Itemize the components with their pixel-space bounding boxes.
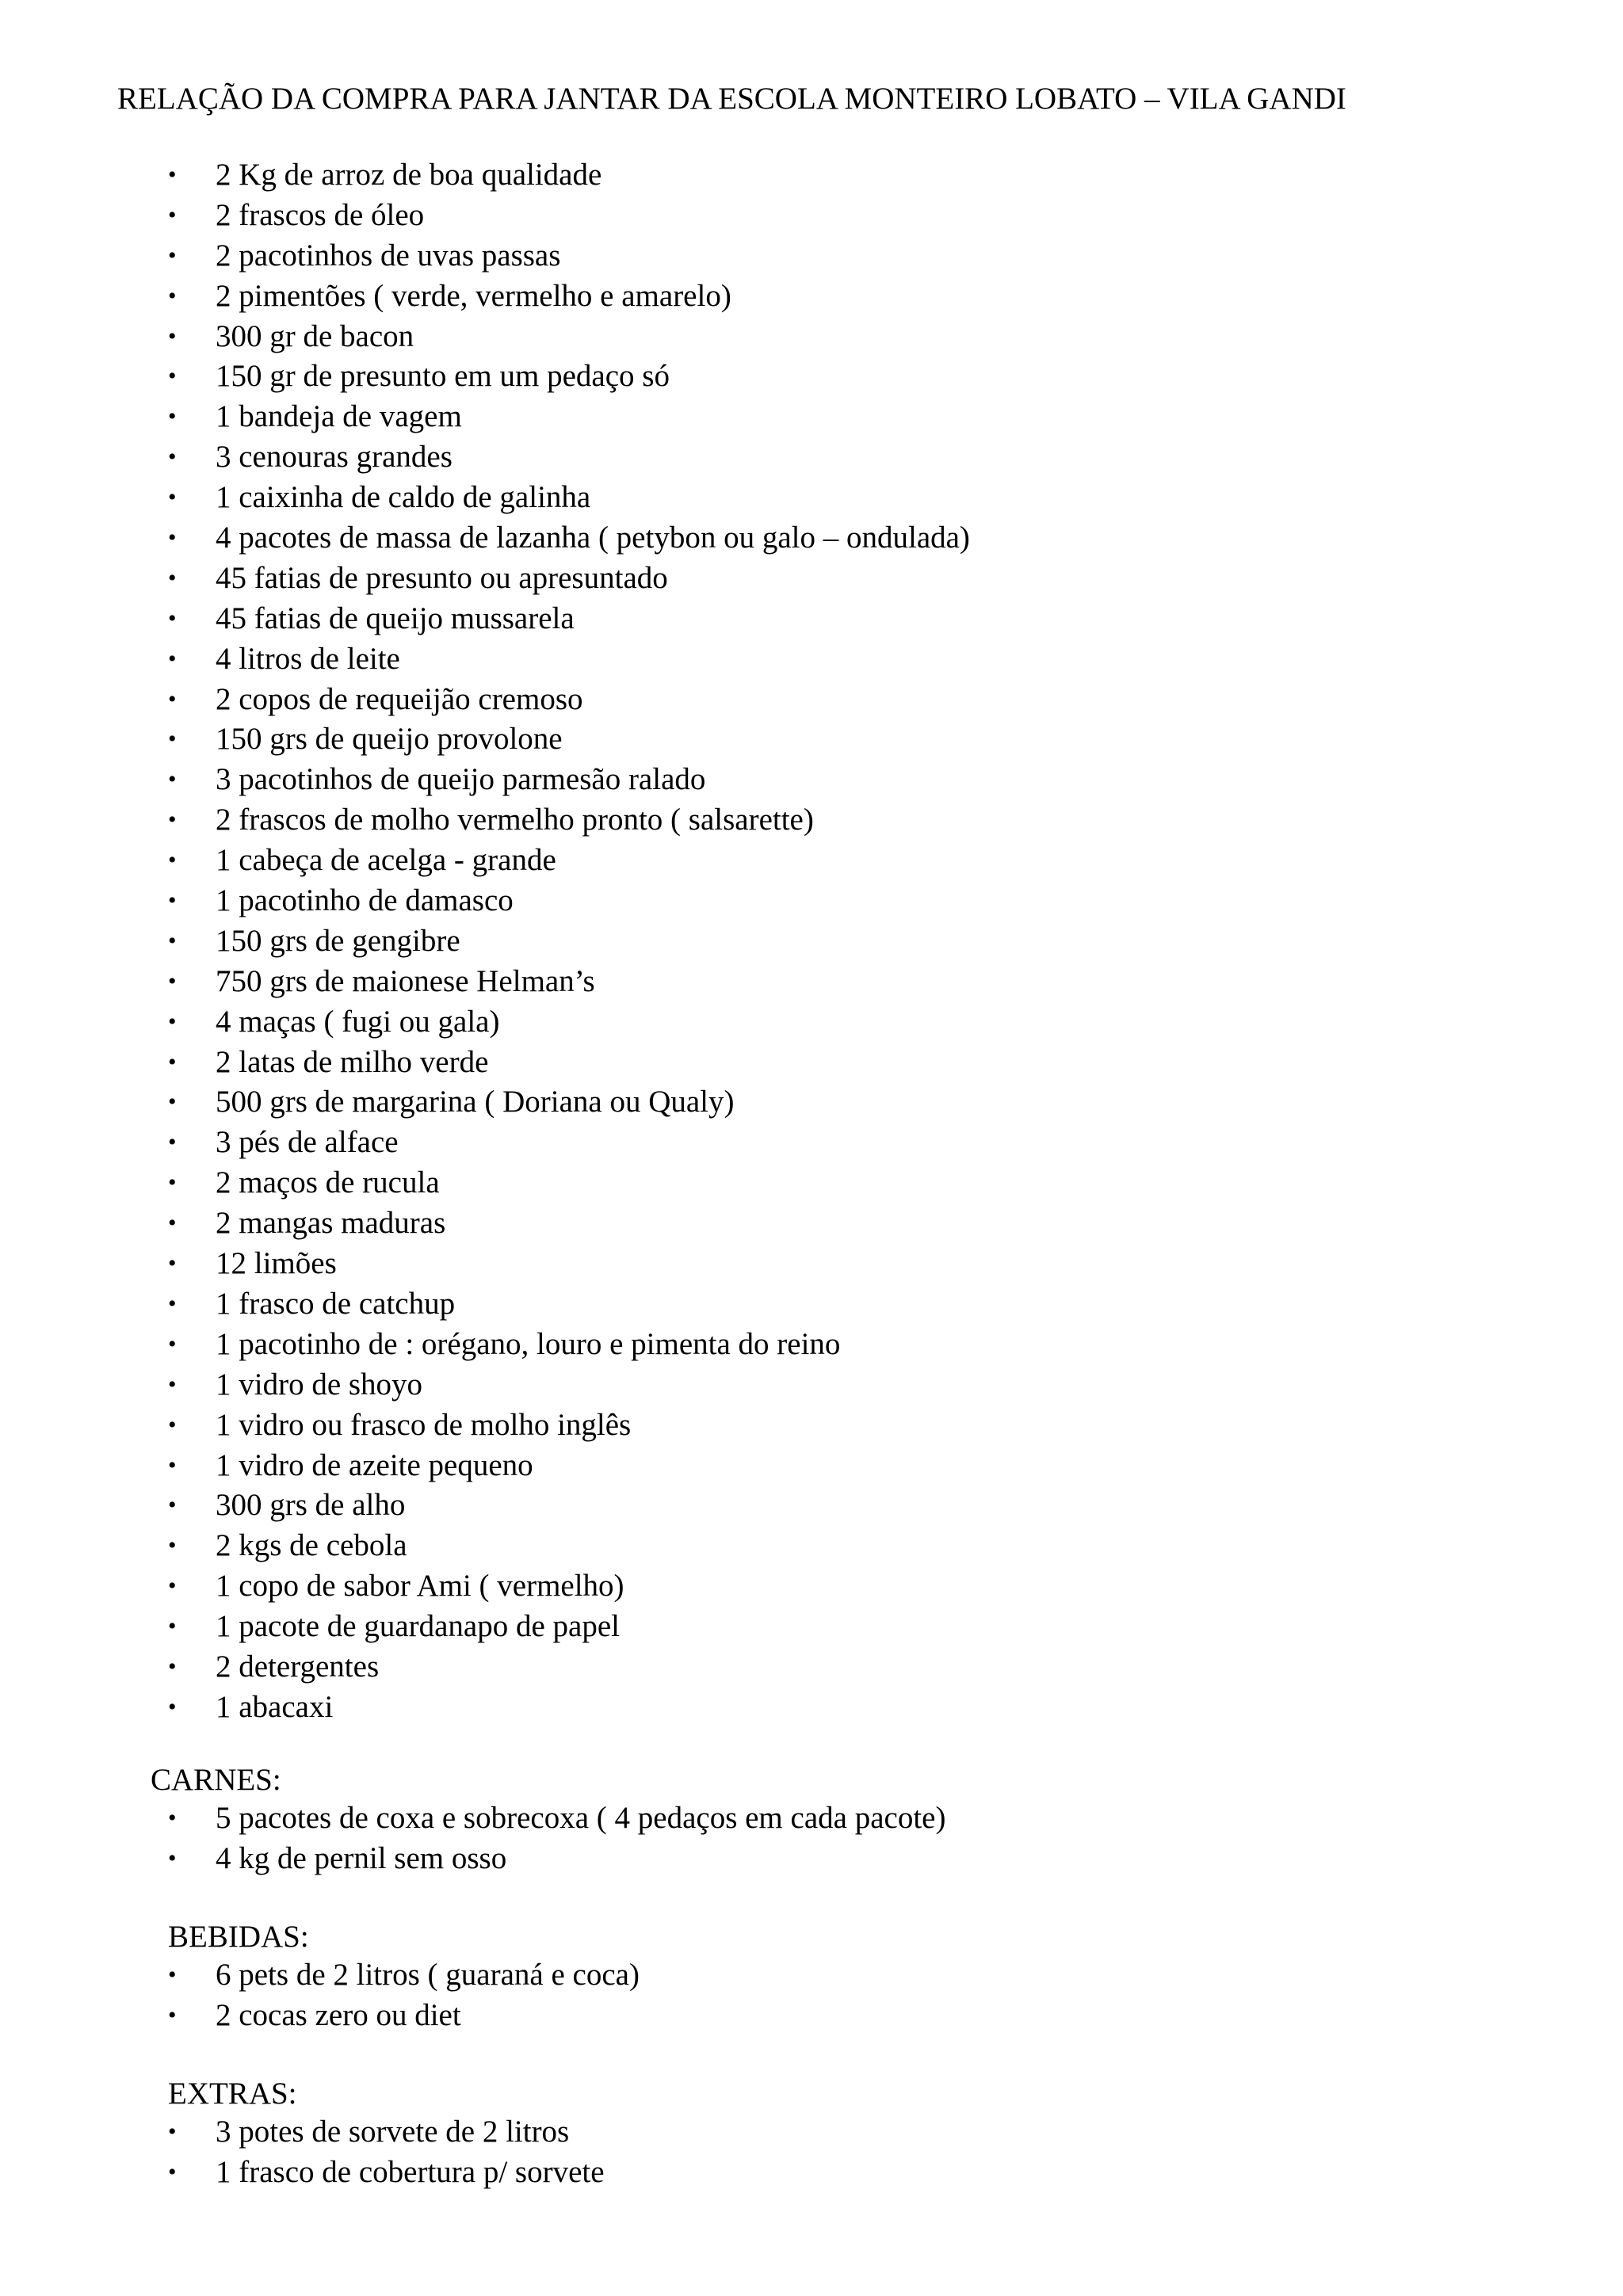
list-item-text: 150 gr de presunto em um pedaço só — [216, 359, 670, 394]
section-heading-bebidas: BEBIDAS: — [168, 1920, 309, 1954]
list-item-text: 2 detergentes — [216, 1649, 380, 1684]
list-item-text: 4 kg de pernil sem osso — [216, 1840, 507, 1875]
list-item — [168, 1996, 640, 2036]
list-item — [168, 518, 970, 559]
bullet-icon: • — [168, 2001, 177, 2028]
bullet-icon: • — [168, 1008, 177, 1035]
list-item — [168, 1688, 970, 1728]
list-item — [168, 357, 970, 397]
bullet-icon: • — [168, 1129, 177, 1156]
list-item — [168, 317, 970, 357]
list-item-text: 150 grs de gengibre — [216, 923, 460, 958]
list-item — [168, 1284, 970, 1325]
bullet-icon: • — [168, 1210, 177, 1237]
bullet-icon: • — [168, 1048, 177, 1075]
bullet-icon: • — [168, 1250, 177, 1277]
list-item-text: 1 cabeça de acelga - grande — [216, 843, 556, 878]
list-item-text: 12 limões — [216, 1246, 337, 1281]
list-item-text: 1 pacotinho de : orégano, louro e pimenta do reino — [216, 1326, 841, 1361]
bullet-icon: • — [168, 967, 177, 994]
bullet-icon: • — [168, 887, 177, 914]
list-item — [168, 196, 970, 236]
list-item — [168, 1123, 970, 1163]
bullet-icon: • — [168, 444, 177, 471]
bullet-icon: • — [168, 927, 177, 954]
bullet-icon: • — [168, 322, 177, 349]
bullet-icon: • — [168, 1532, 177, 1559]
list-item — [168, 1607, 970, 1647]
list-item-text: 2 frascos de óleo — [216, 197, 425, 232]
list-item-text: 1 bandeja de vagem — [216, 399, 462, 434]
list-item — [168, 599, 970, 639]
shopping-list — [168, 155, 970, 1728]
bullet-icon: • — [168, 363, 177, 390]
list-item-text: 3 potes de sorvete de 2 litros — [216, 2115, 570, 2149]
list-item — [168, 881, 970, 921]
bullet-icon: • — [168, 1290, 177, 1317]
bullet-icon: • — [168, 1844, 177, 1871]
list-item-text: 45 fatias de queijo mussarela — [216, 601, 575, 635]
page-title: RELAÇÃO DA COMPRA PARA JANTAR DA ESCOLA MONTEIRO LOBATO – VILA GANDI — [117, 82, 1346, 116]
list-item-text: 1 abacaxi — [216, 1689, 334, 1724]
bullet-icon: • — [168, 605, 177, 631]
bullet-icon: • — [168, 484, 177, 511]
list-item-text: 1 caixinha de caldo de galinha — [216, 480, 591, 515]
list-item-text: 4 litros de leite — [216, 641, 400, 676]
list-item — [168, 478, 970, 518]
list-item — [168, 559, 970, 599]
list-item — [168, 1002, 970, 1043]
bullet-icon: • — [168, 524, 177, 551]
list-item-text: 2 latas de milho verde — [216, 1044, 489, 1079]
list-item-text: 2 copos de requeijão cremoso — [216, 681, 583, 716]
list-item — [168, 236, 970, 277]
list-item-text: 2 kgs de cebola — [216, 1528, 407, 1563]
bullet-icon: • — [168, 162, 177, 188]
list-item — [168, 1839, 945, 1879]
list-item-text: 45 fatias de presunto ou apresuntado — [216, 560, 668, 595]
list-item — [168, 639, 970, 680]
list-item — [168, 1043, 970, 1083]
list-item-text: 500 grs de margarina ( Doriana ou Qualy) — [216, 1085, 735, 1119]
bullet-icon: • — [168, 807, 177, 833]
list-item — [168, 800, 970, 841]
bullet-icon: • — [168, 645, 177, 672]
list-item — [168, 841, 970, 881]
list-item-text: 4 pacotes de massa de lazanha ( petybon ou galo – ondulada) — [216, 521, 970, 555]
bullet-icon: • — [168, 1573, 177, 1600]
list-item — [168, 1244, 970, 1284]
list-item-text: 1 vidro de shoyo — [216, 1367, 423, 1402]
list-item — [168, 1405, 970, 1446]
list-item — [168, 1325, 970, 1365]
bullet-icon: • — [168, 1330, 177, 1357]
bullet-icon: • — [168, 403, 177, 430]
list-item — [168, 1647, 970, 1688]
extras-list — [168, 2112, 605, 2193]
list-item-text: 2 pacotinhos de uvas passas — [216, 238, 561, 273]
list-item — [168, 277, 970, 317]
list-item — [168, 962, 970, 1002]
list-item — [168, 1526, 970, 1566]
bullet-icon: • — [168, 1693, 177, 1720]
list-item-text: 1 pacotinho de damasco — [216, 883, 514, 918]
list-item-text: 2 maços de rucula — [216, 1165, 440, 1200]
bullet-icon: • — [168, 1805, 177, 1831]
list-item — [168, 1486, 970, 1526]
bullet-icon: • — [168, 766, 177, 793]
list-item — [168, 680, 970, 720]
list-item — [168, 397, 970, 437]
list-item-text: 1 copo de sabor Ami ( vermelho) — [216, 1569, 624, 1604]
list-item-text: 3 cenouras grandes — [216, 440, 453, 475]
list-item — [168, 760, 970, 800]
list-item — [168, 1082, 970, 1123]
list-item-text: 1 vidro de azeite pequeno — [216, 1447, 533, 1482]
list-item-text: 150 grs de queijo provolone — [216, 722, 563, 757]
list-item-text: 4 maças ( fugi ou gala) — [216, 1004, 500, 1039]
list-item-text: 3 pés de alface — [216, 1125, 399, 1160]
bullet-icon: • — [168, 1613, 177, 1640]
bullet-icon: • — [168, 1492, 177, 1519]
list-item-text: 300 grs de alho — [216, 1488, 406, 1523]
bullet-icon: • — [168, 726, 177, 753]
list-item-text: 5 pacotes de coxa e sobrecoxa ( 4 pedaços em cada pacote) — [216, 1801, 946, 1835]
section-heading-extras: EXTRAS: — [168, 2077, 297, 2111]
bullet-icon: • — [168, 564, 177, 591]
list-item — [168, 1203, 970, 1244]
bullet-icon: • — [168, 1411, 177, 1438]
list-item — [168, 437, 970, 478]
list-item-text: 1 frasco de catchup — [216, 1286, 456, 1321]
list-item-text: 2 frascos de molho vermelho pronto ( salsarette) — [216, 803, 814, 837]
bullet-icon: • — [168, 1962, 177, 1988]
bullet-icon: • — [168, 201, 177, 228]
list-item-text: 1 pacote de guardanapo de papel — [216, 1609, 621, 1644]
bullet-icon: • — [168, 1653, 177, 1680]
bullet-icon: • — [168, 1169, 177, 1196]
list-item-text: 6 pets de 2 litros ( guaraná e coca) — [216, 1958, 640, 1992]
list-item — [168, 2112, 605, 2153]
bullet-icon: • — [168, 1089, 177, 1116]
list-item — [168, 1798, 945, 1839]
list-item — [168, 1955, 640, 1996]
list-item-text: 1 frasco de cobertura p/ sorvete — [216, 2154, 605, 2189]
list-item — [168, 719, 970, 760]
bullet-icon: • — [168, 847, 177, 874]
list-item-text: 300 gr de bacon — [216, 318, 414, 353]
bullet-icon: • — [168, 242, 177, 269]
list-item-text: 750 grs de maionese Helman’s — [216, 963, 595, 998]
list-item — [168, 1566, 970, 1607]
list-item-text: 1 vidro ou frasco de molho inglês — [216, 1407, 632, 1442]
bullet-icon: • — [168, 2158, 177, 2185]
bebidas-list — [168, 1955, 640, 2036]
list-item-text: 2 Kg de arroz de boa qualidade — [216, 158, 602, 192]
list-item-text: 3 pacotinhos de queijo parmesão ralado — [216, 762, 706, 797]
list-item — [168, 1365, 970, 1405]
list-item-text: 2 pimentões ( verde, vermelho e amarelo) — [216, 278, 731, 313]
list-item-text: 2 mangas maduras — [216, 1206, 446, 1241]
carnes-list — [168, 1798, 945, 1879]
bullet-icon: • — [168, 1371, 177, 1398]
bullet-icon: • — [168, 282, 177, 309]
list-item — [168, 1163, 970, 1203]
list-item — [168, 2153, 605, 2193]
bullet-icon: • — [168, 2119, 177, 2145]
list-item — [168, 1446, 970, 1486]
list-item — [168, 155, 970, 196]
section-heading-carnes: CARNES: — [151, 1763, 281, 1797]
bullet-icon: • — [168, 1451, 177, 1478]
bullet-icon: • — [168, 685, 177, 712]
list-item-text: 2 cocas zero ou diet — [216, 1997, 461, 2032]
list-item — [168, 921, 970, 962]
